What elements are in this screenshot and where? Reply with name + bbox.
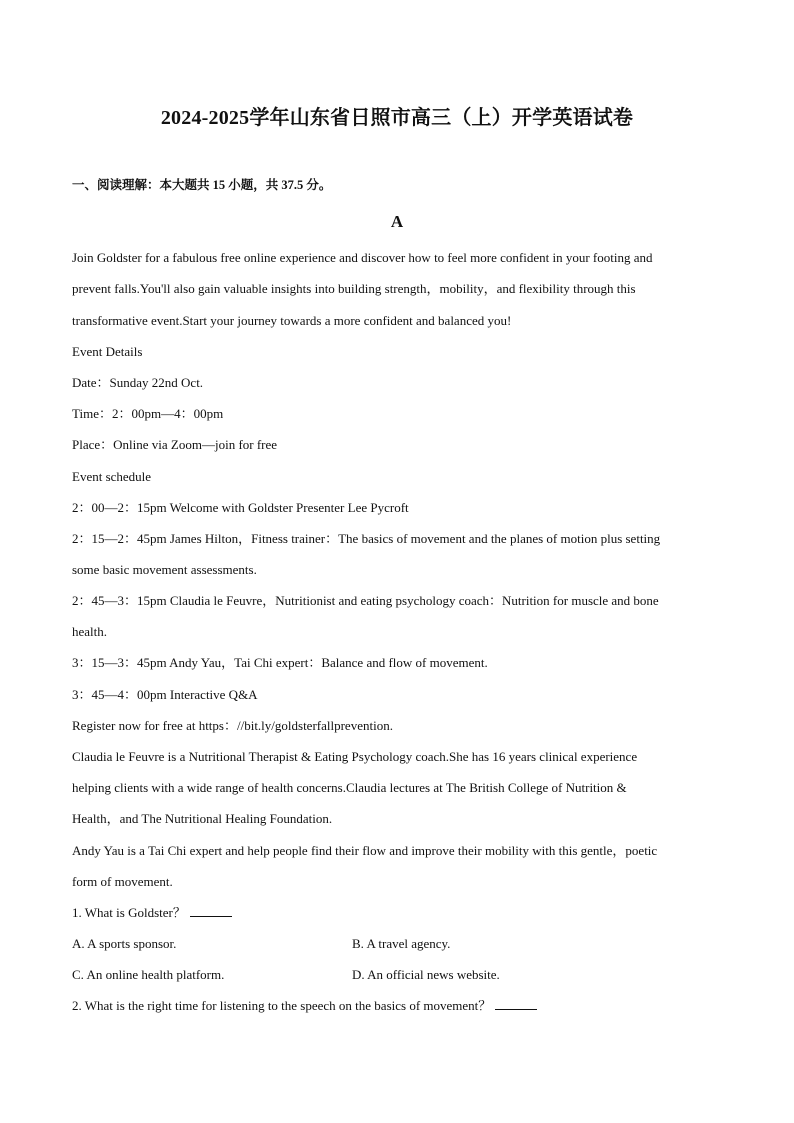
answer-blank[interactable] bbox=[190, 904, 232, 917]
passage-line: Andy Yau is a Tai Chi expert and help people find their flow and improve their mobility with this gentle，poetic bbox=[72, 843, 658, 858]
passage-label: A bbox=[390, 212, 404, 231]
passage-line: Event schedule bbox=[72, 469, 152, 484]
passage-line: Claudia le Feuvre is a Nutritional Therapist & Eating Psychology coach.She has 16 years clinical experience bbox=[72, 749, 638, 764]
section-heading: 一、阅读理解：本大题共 15 小题，共 37.5 分。 bbox=[72, 178, 332, 192]
question-2-stem: 2. What is the right time for listening to the speech on the basics of movement？ bbox=[72, 998, 492, 1013]
question-1 bbox=[72, 903, 722, 923]
passage-line: 3：15—3：45pm Andy Yau，Tai Chi expert：Balance and flow of movement. bbox=[72, 655, 488, 670]
passage-line: 2：00—2：15pm Welcome with Goldster Presenter Lee Pycroft bbox=[72, 500, 409, 515]
passage-line: Place：Online via Zoom—join for free bbox=[72, 437, 278, 452]
passage-line: Date：Sunday 22nd Oct. bbox=[72, 375, 204, 390]
passage-line: some basic movement assessments. bbox=[72, 562, 257, 577]
passage-line: 3：45—4：00pm Interactive Q&A bbox=[72, 687, 258, 702]
passage-line: transformative event.Start your journey towards a more confident and balanced you! bbox=[72, 313, 512, 328]
passage-line: health. bbox=[72, 624, 108, 639]
exam-title: 2024-2025学年山东省日照市高三（上）开学英语试卷 bbox=[160, 107, 634, 129]
passage-line: Event Details bbox=[72, 344, 143, 359]
question-1-stem: 1. What is Goldster？ bbox=[72, 905, 186, 920]
question-2 bbox=[72, 996, 722, 1016]
passage-line: 2：45—3：15pm Claudia le Feuvre，Nutritionist and eating psychology coach：Nutrition for muscle and bone bbox=[72, 593, 659, 608]
passage-line: Health，and The Nutritional Healing Foundation. bbox=[72, 811, 333, 826]
option-c[interactable]: C. An online health platform. bbox=[72, 967, 225, 982]
passage-line: Time：2：00pm—4：00pm bbox=[72, 406, 224, 421]
passage-line: Register now for free at https：//bit.ly/goldsterfallprevention. bbox=[72, 718, 393, 733]
passage-line: form of movement. bbox=[72, 874, 173, 889]
passage-line: prevent falls.You'll also gain valuable insights into building strength，mobility，and flexibility through this bbox=[72, 281, 636, 296]
option-d[interactable]: D. An official news website. bbox=[352, 967, 500, 982]
option-a[interactable]: A. A sports sponsor. bbox=[72, 936, 177, 951]
answer-blank[interactable] bbox=[495, 997, 537, 1010]
passage-line: helping clients with a wide range of health concerns.Claudia lectures at The British College of Nutrition & bbox=[72, 780, 627, 795]
passage-line: Join Goldster for a fabulous free online experience and discover how to feel more confident in your footing and bbox=[72, 250, 653, 265]
passage-line: 2：15—2：45pm James Hilton，Fitness trainer：The basics of movement and the planes of motion plus setting bbox=[72, 531, 661, 546]
option-b[interactable]: B. A travel agency. bbox=[352, 936, 451, 951]
